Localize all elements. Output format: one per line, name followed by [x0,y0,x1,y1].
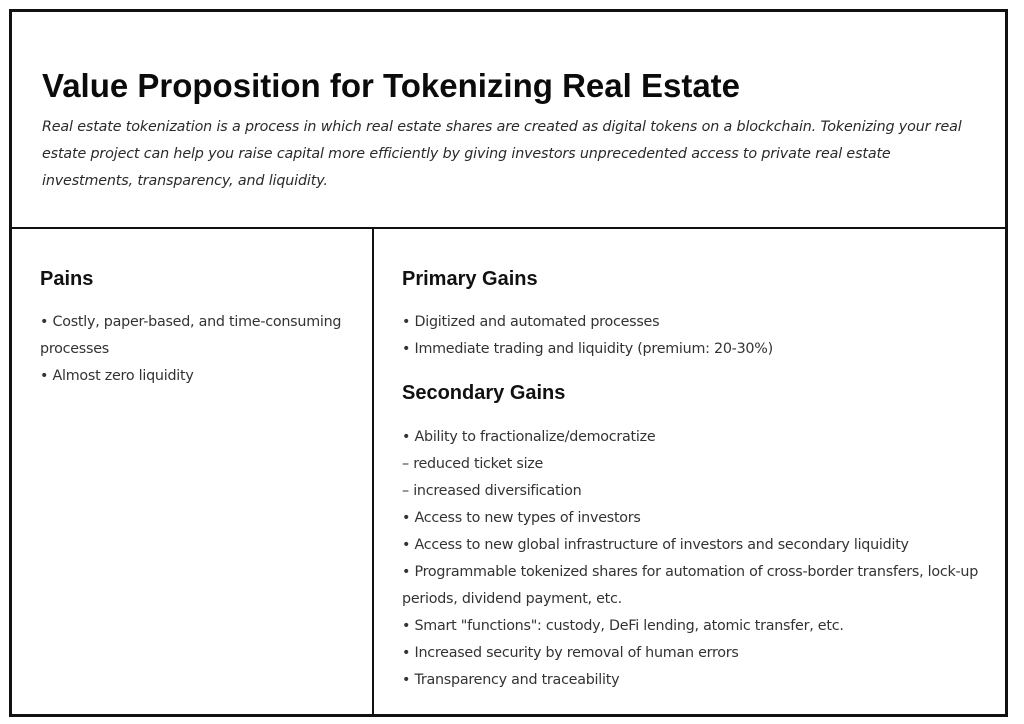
primary-gains-title: Primary Gains [402,268,538,290]
gains-column [402,229,997,714]
list-item: • Almost zero liquidity [40,368,194,384]
primary-gains-list [402,309,997,363]
list-item: • Access to new global infrastructure of investors and secondary liquidity [402,537,909,553]
list-item: • Smart "functions": custody, DeFi lending, atomic transfer, etc. [402,618,844,634]
list-item: • Programmable tokenized shares for automation of cross-border transfers, lock-up periods, dividend payment, etc. [402,564,979,607]
list-item: • Costly, paper-based, and time-consuming processes [40,314,342,357]
page-description: Real estate tokenization is a process in which real estate shares are created as digital tokens on a blockchain. Tokenizing your real estate project can help you raise capital more efficiently by giving investors unprecedented access to private real estate investments, transparency, and liquidity. [42,119,962,189]
list-item: – reduced ticket size [402,456,544,472]
column-divider [372,229,374,714]
pains-title: Pains [40,268,94,290]
header-section [12,12,1005,229]
list-item: • Increased security by removal of human errors [402,645,739,661]
secondary-gains-title: Secondary Gains [402,382,566,404]
list-item: • Transparency and traceability [402,672,620,688]
list-item: • Access to new types of investors [402,510,641,526]
pains-list [40,309,370,390]
list-item: • Digitized and automated processes [402,314,660,330]
secondary-gains-list [402,424,982,694]
value-proposition-canvas [9,9,1008,717]
list-item: – increased diversification [402,483,582,499]
page-title: Value Proposition for Tokenizing Real Estate [42,67,741,104]
pains-column [40,229,365,714]
list-item: • Ability to fractionalize/democratize [402,429,656,445]
list-item: • Immediate trading and liquidity (premium: 20-30%) [402,341,773,357]
